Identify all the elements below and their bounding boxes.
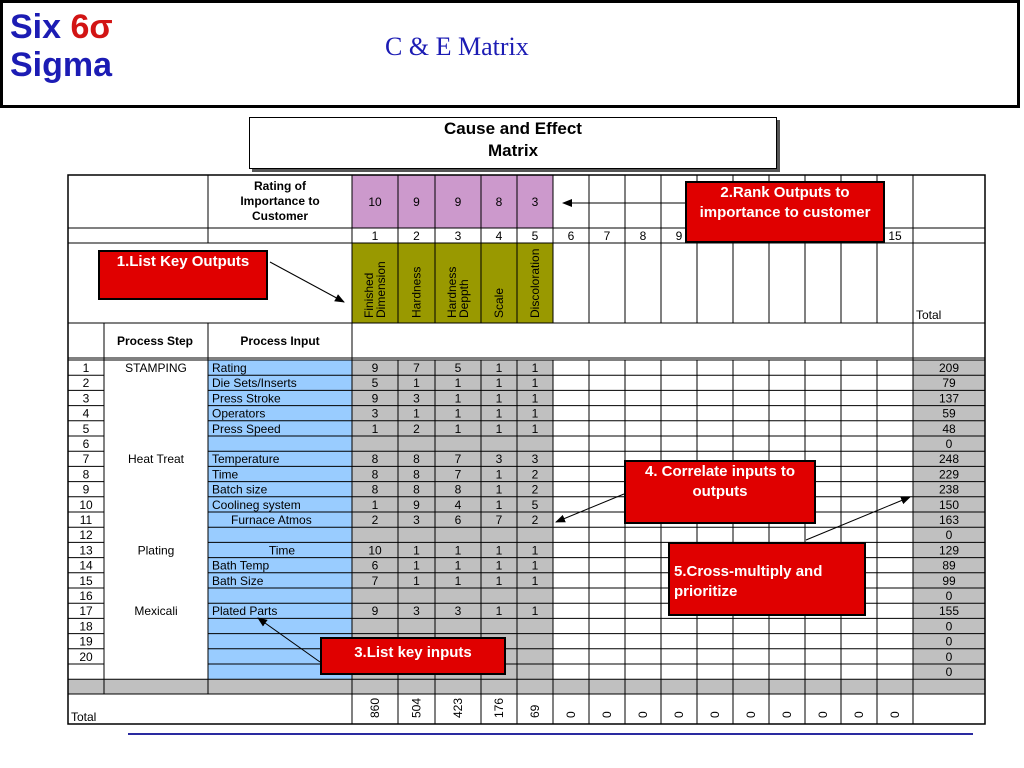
logo-sigma: Sigma: [10, 46, 113, 84]
row-total: 0: [945, 665, 953, 679]
row-number: 20: [79, 649, 93, 664]
correlation-value: 1: [495, 497, 503, 512]
column-number: 8: [639, 229, 647, 243]
correlation-value: 7: [454, 467, 462, 482]
correlation-value: 1: [413, 573, 420, 588]
correlation-value: 9: [371, 391, 379, 406]
row-number: 3: [82, 391, 90, 406]
correlation-value: 5: [371, 376, 379, 391]
column-number: 1: [371, 229, 379, 243]
correlation-value: 1: [454, 543, 462, 558]
correlation-value: 8: [413, 452, 420, 467]
process-input: Furnace Atmos: [231, 513, 312, 527]
row-number: 19: [79, 634, 93, 649]
correlation-value: 10: [368, 543, 382, 558]
column-total: 0: [708, 711, 722, 718]
logo-sigma-glyph: 6σ: [70, 8, 113, 46]
correlation-value: 1: [371, 497, 379, 512]
row-number: 14: [79, 558, 93, 573]
correlation-value: 1: [531, 558, 539, 573]
rating-importance-label: Customer: [251, 209, 309, 223]
correlation-value: 7: [454, 452, 462, 467]
correlation-value: 1: [495, 482, 503, 497]
process-input: Coolineg system: [212, 497, 301, 512]
process-input: Time: [268, 543, 296, 558]
correlation-value: 1: [495, 391, 503, 406]
matrix-title-line1: Cause and Effect: [444, 119, 582, 138]
row-number: 5: [82, 421, 90, 436]
correlation-value: 1: [413, 406, 420, 421]
correlation-value: 1: [531, 573, 539, 588]
process-input: Plated Parts: [212, 604, 278, 619]
correlation-value: 9: [371, 604, 379, 619]
process-step: Plating: [137, 543, 175, 558]
process-input: Bath Temp: [212, 558, 270, 573]
correlation-value: 7: [413, 361, 420, 375]
column-total: 0: [888, 711, 902, 718]
process-step-header: Process Step: [116, 334, 194, 348]
process-input: Press Speed: [212, 421, 281, 436]
slide-title: C & E Matrix: [385, 32, 529, 61]
rating-value: 9: [413, 195, 420, 209]
correlation-value: 3: [413, 513, 420, 527]
process-step: STAMPING: [125, 361, 187, 375]
row-number: 12: [79, 528, 93, 543]
correlation-value: 8: [371, 467, 379, 482]
process-input: Operators: [212, 406, 266, 421]
column-number: 4: [495, 229, 503, 243]
column-total: 0: [852, 711, 866, 718]
correlation-value: 1: [495, 573, 503, 588]
row-total: 238: [938, 482, 960, 497]
output-name: Hardness: [409, 266, 424, 318]
output-name: Finished: [362, 272, 376, 318]
row-total: 0: [945, 619, 953, 634]
row-total: 0: [945, 589, 953, 603]
row-total: 129: [938, 543, 960, 558]
correlation-value: 8: [413, 467, 420, 482]
correlation-value: 1: [454, 406, 462, 421]
row-total: 79: [942, 376, 956, 391]
row-total: 155: [938, 604, 960, 619]
logo-six: Six: [10, 8, 62, 46]
process-input: Temperature: [212, 452, 280, 467]
correlation-value: 1: [495, 376, 503, 391]
correlation-value: 8: [371, 452, 379, 467]
process-input: Die Sets/Inserts: [212, 376, 297, 391]
output-name: Deppth: [457, 279, 471, 318]
process-input: Press Stroke: [212, 391, 281, 406]
row-total: 99: [942, 573, 956, 588]
rating-value: 3: [531, 195, 539, 209]
correlation-value: 1: [531, 604, 539, 619]
row-total: 229: [938, 467, 960, 482]
correlation-value: 1: [454, 573, 462, 588]
correlation-value: 3: [413, 604, 420, 619]
process-step: Heat Treat: [127, 452, 185, 467]
correlation-value: 8: [371, 482, 379, 497]
output-name: Discoloration: [528, 248, 542, 318]
column-total: 69: [528, 704, 542, 718]
callout-list-key-outputs: 1.List Key Outputs: [98, 250, 268, 300]
row-number: 10: [79, 497, 93, 512]
row-number: 4: [82, 406, 90, 421]
column-total: 0: [672, 711, 686, 718]
correlation-value: 7: [495, 513, 503, 527]
process-input: Rating: [212, 361, 247, 375]
correlation-value: 1: [495, 421, 503, 436]
row-total: 48: [942, 421, 956, 436]
rating-importance-label: Rating of: [254, 179, 306, 193]
correlation-value: 1: [495, 361, 503, 375]
output-name: Scale: [492, 287, 506, 318]
row-total: 0: [945, 528, 953, 543]
correlation-value: 1: [413, 558, 420, 573]
column-number: 3: [454, 229, 462, 243]
column-total: 504: [409, 697, 424, 718]
row-number: 6: [82, 437, 90, 451]
correlation-value: 1: [531, 543, 539, 558]
correlation-value: 3: [413, 391, 420, 406]
process-input-header: Process Input: [240, 334, 320, 348]
row-total: 163: [938, 513, 960, 527]
row-number: 17: [79, 604, 93, 619]
output-name: Hardness: [445, 266, 459, 318]
correlation-value: 1: [495, 543, 503, 558]
correlation-value: 2: [371, 513, 379, 527]
correlation-value: 1: [413, 543, 420, 558]
column-total: 0: [564, 711, 578, 718]
output-name: Dimension: [374, 261, 388, 318]
correlation-value: 2: [531, 482, 539, 497]
row-number: 9: [82, 482, 90, 497]
correlation-value: 9: [371, 361, 379, 375]
correlation-value: 2: [531, 513, 539, 527]
correlation-value: 2: [531, 467, 539, 482]
rating-importance-label: Importance to: [240, 194, 320, 208]
correlation-value: 9: [413, 497, 420, 512]
row-total: 89: [942, 558, 956, 573]
callout-correlate-inputs: 4. Correlate inputs to outputs: [624, 460, 816, 524]
column-total: 0: [600, 711, 614, 718]
correlation-value: 3: [495, 452, 503, 467]
column-total: 860: [368, 697, 382, 718]
callout-cross-multiply: 5.Cross-multiply and prioritize: [668, 542, 866, 616]
correlation-value: 1: [495, 406, 503, 421]
bottom-grey-band: [68, 679, 985, 694]
row-total: 248: [938, 452, 960, 467]
correlation-value: 1: [371, 421, 379, 436]
row-total: 150: [938, 497, 960, 512]
correlation-value: 5: [531, 497, 539, 512]
correlation-value: 6: [371, 558, 379, 573]
correlation-value: 1: [495, 558, 503, 573]
row-number: 11: [79, 513, 93, 527]
column-number: 9: [675, 229, 683, 243]
row-number: 8: [82, 467, 90, 482]
correlation-value: 1: [454, 558, 462, 573]
row-total: 0: [945, 649, 953, 664]
rating-value: 10: [368, 195, 382, 209]
row-number: 15: [79, 573, 93, 588]
column-total: 176: [492, 697, 506, 718]
row-number: 13: [79, 543, 93, 558]
correlation-value: 1: [454, 391, 462, 406]
process-step: Mexicali: [134, 604, 178, 619]
process-input: Batch size: [212, 482, 268, 497]
correlation-value: 4: [454, 497, 462, 512]
correlation-value: 1: [495, 604, 503, 619]
correlation-value: 1: [531, 361, 539, 375]
column-number: 7: [603, 229, 611, 243]
correlation-value: 8: [413, 482, 420, 497]
column-number: 2: [413, 229, 420, 243]
column-total: 0: [636, 711, 650, 718]
correlation-value: 8: [454, 482, 462, 497]
correlation-value: 6: [454, 513, 462, 527]
correlation-value: 3: [454, 604, 462, 619]
row-number: 2: [82, 376, 90, 391]
correlation-value: 1: [454, 421, 462, 436]
rating-grid-fill: [352, 360, 553, 679]
row-total: 209: [938, 361, 960, 375]
column-total: 0: [780, 711, 794, 718]
column-number: 5: [531, 229, 539, 243]
row-number: 16: [79, 589, 93, 603]
column-number: 6: [567, 229, 575, 243]
row-total: 59: [942, 406, 956, 421]
correlation-value: 1: [454, 376, 462, 391]
correlation-value: 1: [531, 421, 539, 436]
correlation-value: 2: [413, 421, 420, 436]
correlation-value: 1: [531, 376, 539, 391]
row-total: 0: [945, 437, 953, 451]
column-total: 0: [816, 711, 830, 718]
column-number: 15: [888, 229, 902, 243]
matrix-title-line2: Matrix: [487, 141, 539, 160]
callout-rank-outputs: 2.Rank Outputs to importance to customer: [685, 181, 885, 243]
total-column-label: Total: [916, 308, 942, 322]
correlation-value: 7: [371, 573, 379, 588]
callout-list-key-inputs: 3.List key inputs: [320, 637, 506, 675]
row-number: 1: [82, 361, 90, 375]
row-number: 18: [79, 619, 93, 634]
correlation-value: 1: [413, 376, 420, 391]
row-total: 0: [945, 634, 953, 649]
correlation-value: 5: [454, 361, 462, 375]
rating-value: 9: [454, 195, 462, 209]
process-input: Bath Size: [212, 573, 264, 588]
column-total: 0: [744, 711, 758, 718]
row-total: 137: [938, 391, 960, 406]
row-number: 7: [82, 452, 90, 467]
correlation-value: 3: [531, 452, 539, 467]
correlation-value: 3: [371, 406, 379, 421]
process-input: Time: [212, 467, 239, 482]
correlation-value: 1: [495, 467, 503, 482]
bottom-divider: [128, 733, 973, 735]
column-total: 423: [451, 697, 465, 718]
correlation-value: 1: [531, 391, 539, 406]
correlation-value: 1: [531, 406, 539, 421]
total-row-label: Total: [71, 710, 97, 724]
rating-value: 8: [495, 195, 503, 209]
